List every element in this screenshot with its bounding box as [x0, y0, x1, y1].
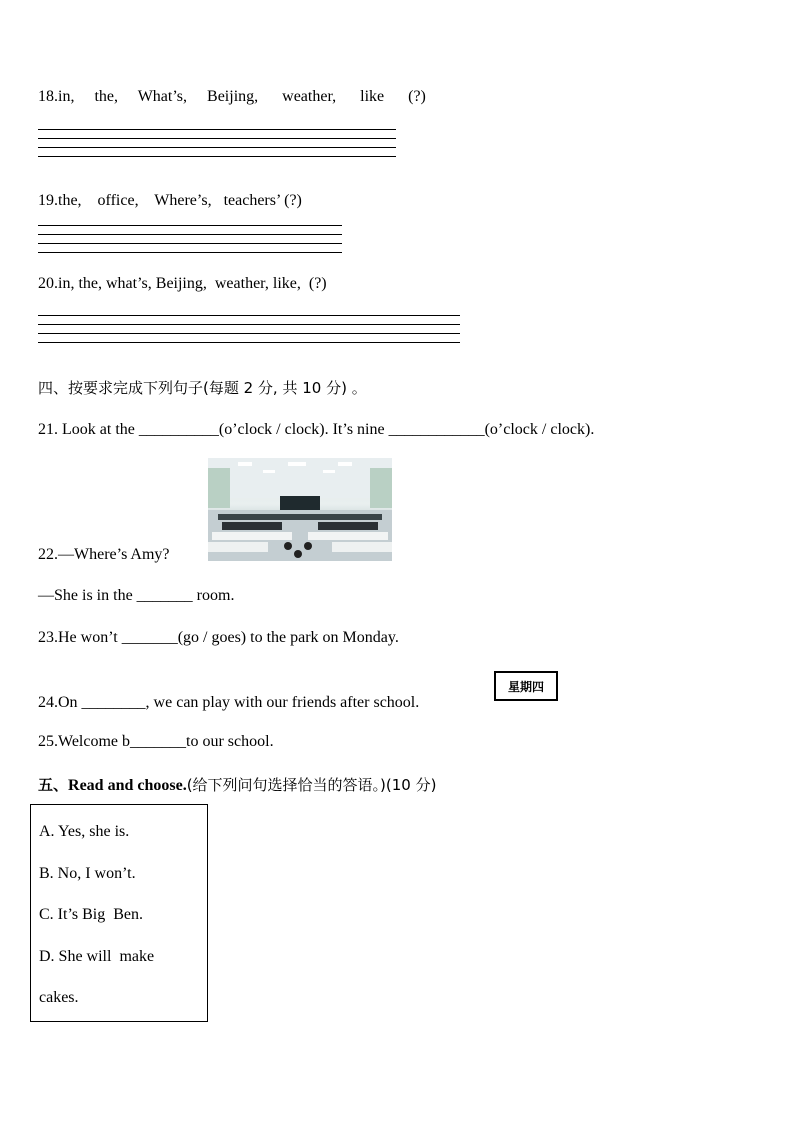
option-d: D. She will make	[39, 948, 155, 965]
option-a: A. Yes, she is.	[39, 823, 130, 840]
question-21: 21. Look at the __________(o’clock / clock). It’s nine ____________(o’clock / clock).	[38, 421, 595, 438]
answer-lines-18	[38, 129, 396, 165]
section-5-title: Read and choose.	[68, 777, 187, 794]
question-20: 20.in, the, what’s, Beijing, weather, like, (?)	[38, 275, 327, 292]
answer-lines-19	[38, 225, 342, 261]
question-22: 22.—Where’s Amy?	[38, 546, 170, 563]
section-5-heading	[38, 774, 436, 795]
section-5-number: 五、	[38, 776, 69, 794]
computer-room-photo	[208, 458, 392, 561]
option-d-continued: cakes.	[39, 989, 79, 1006]
computer-room-illustration	[208, 458, 392, 561]
question-23: 23.He won’t _______(go / goes) to the park on Monday.	[38, 629, 399, 646]
option-b: B. No, I won’t.	[39, 865, 136, 882]
section-4-heading: 四、按要求完成下列句子(每题 2 分, 共 10 分) 。	[38, 379, 367, 397]
question-19: 19.the, office, Where’s, teachers’ (?)	[38, 192, 302, 209]
weekday-stamp: 星期四	[494, 671, 558, 701]
question-18: 18.in, the, What’s, Beijing, weather, like (?)	[38, 88, 426, 105]
section-5-instruction: (给下列问句选择恰当的答语。)(10 分)	[186, 776, 437, 794]
question-24: 24.On ________, we can play with our friends after school.	[38, 694, 420, 711]
question-22-answer: —She is in the _______ room.	[38, 587, 235, 604]
options-box	[30, 804, 208, 1022]
question-25: 25.Welcome b_______to our school.	[38, 733, 274, 750]
answer-lines-20	[38, 315, 460, 351]
option-c: C. It’s Big Ben.	[39, 906, 144, 923]
